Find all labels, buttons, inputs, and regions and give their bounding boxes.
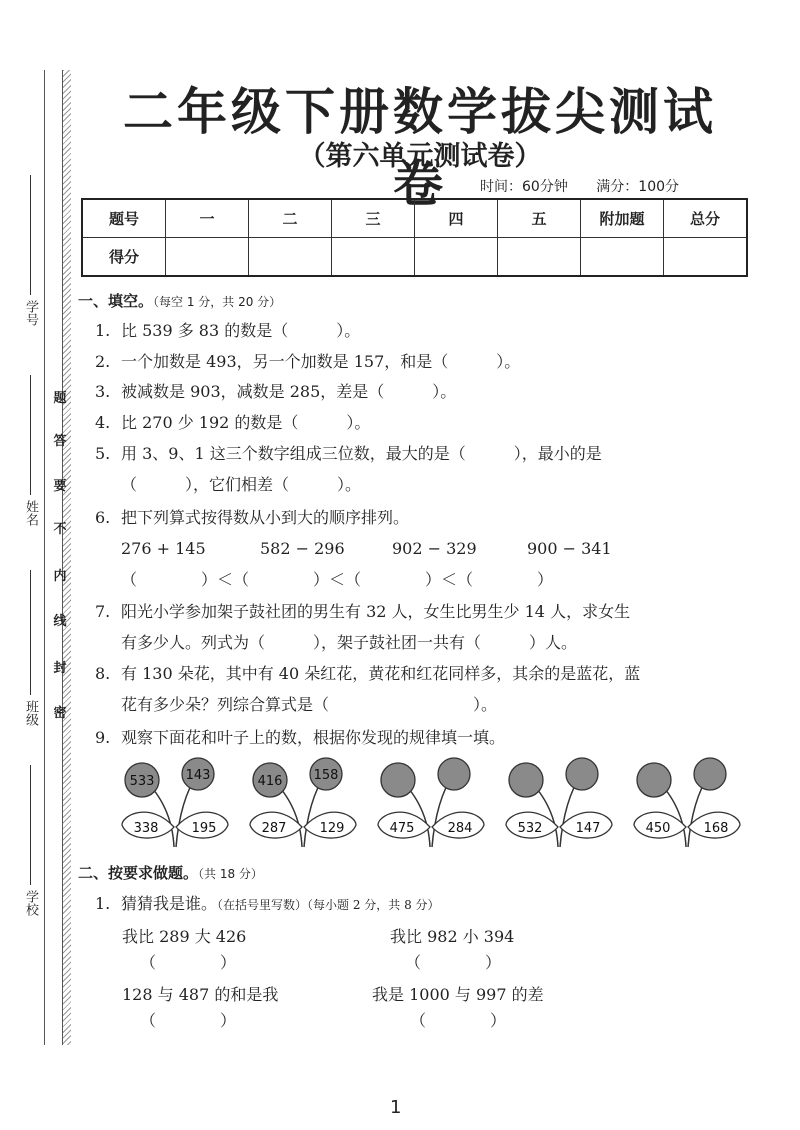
question-number: 7. <box>95 602 111 621</box>
score-cell: 四 <box>415 199 498 238</box>
class-line <box>30 570 31 695</box>
question-1-3 <box>95 381 456 403</box>
cut-char: 不 <box>53 522 67 537</box>
flower-number-left: 416 <box>257 774 283 789</box>
score-input[interactable] <box>581 238 664 277</box>
question-2-1 <box>95 893 440 916</box>
cut-char: 线 <box>53 614 67 629</box>
guess-item-2: 我比 982 小 394 <box>390 927 515 946</box>
score-cell: 二 <box>249 199 332 238</box>
section-2-note: （共 18 分） <box>198 867 263 881</box>
question-number: 5. <box>95 444 111 463</box>
time-limit: 时间：60分钟 <box>480 179 568 195</box>
score-cell: 附加题 <box>581 199 664 238</box>
student-no-label: 学号 <box>23 300 38 326</box>
question-number: 8. <box>95 664 111 683</box>
question-number: 4. <box>95 413 111 432</box>
question-text: 一个加数是 493，另一个加数是 157，和是（ ）。 <box>121 352 521 371</box>
expr: 582 − 296 <box>260 539 345 558</box>
score-cell: 三 <box>332 199 415 238</box>
cut-char: 要 <box>53 479 67 494</box>
question-text: 有 130 朵花，其中有 40 朵红花，黄花和红花同样多，其余的是蓝花，蓝 <box>121 664 641 683</box>
score-table <box>81 198 748 277</box>
expr: 276 + 145 <box>121 539 206 558</box>
leaf-number-right: 168 <box>703 821 729 836</box>
leaf-number-right: 129 <box>319 821 345 836</box>
score-input[interactable] <box>166 238 249 277</box>
question-text: 把下列算式按得数从小到大的顺序排列。 <box>121 508 410 527</box>
flower-head-left <box>637 763 671 797</box>
question-1-6 <box>95 507 409 529</box>
question-text: 比 270 少 192 的数是（ ）。 <box>121 413 371 432</box>
page-title: 二年级下册数学拔尖测试卷 <box>123 83 717 213</box>
flower-number-right: 143 <box>185 768 211 783</box>
hatch-strip <box>62 70 71 1045</box>
question-1-2 <box>95 351 520 373</box>
school-line <box>30 765 31 885</box>
score-value-row <box>82 238 747 277</box>
question-text: 观察下面花和叶子上的数，根据你发现的规律填一填。 <box>121 728 506 747</box>
question-1-4 <box>95 412 370 434</box>
question-text: 用 3、9、1 这三个数字组成三位数，最大的是（ ），最小的是 <box>121 444 602 463</box>
question-1-8-cont: 花有多少朵？列综合算式是（ ）。 <box>121 695 498 714</box>
name-line <box>30 375 31 495</box>
score-header-row <box>82 199 747 238</box>
leaf-number-left: 450 <box>645 821 671 836</box>
binding-margin <box>0 0 80 1060</box>
section-2-title: 二、按要求做题。 <box>78 864 199 882</box>
question-1-1 <box>95 320 360 342</box>
cut-char: 答 <box>53 434 67 449</box>
question-number: 1. <box>95 894 111 913</box>
guess-item-1: 我比 289 大 426 <box>122 927 247 946</box>
guess-item-4: 我是 1000 与 997 的差 <box>372 985 544 1004</box>
section-2-heading <box>78 862 263 883</box>
question-number: 1. <box>95 321 111 340</box>
score-input[interactable] <box>664 238 748 277</box>
flower-head-right <box>694 758 726 790</box>
leaf-number-left: 287 <box>261 821 287 836</box>
question-number: 3. <box>95 382 111 401</box>
cut-char: 封 <box>53 661 67 676</box>
score-input[interactable] <box>415 238 498 277</box>
flower-head-right <box>566 758 598 790</box>
expr: 900 − 341 <box>527 539 612 558</box>
score-input[interactable] <box>332 238 415 277</box>
cut-char: 题 <box>53 391 67 406</box>
leaf-number-right: 284 <box>447 821 473 836</box>
leaf-number-right: 195 <box>191 821 217 836</box>
leaf-number-left: 475 <box>389 821 415 836</box>
full-score: 满分：100分 <box>596 179 680 195</box>
school-label: 学校 <box>23 890 38 916</box>
guess-blank-1[interactable]: （ ） <box>140 953 237 972</box>
leaf-number-right: 147 <box>575 821 601 836</box>
guess-blank-4[interactable]: （ ） <box>410 1011 507 1030</box>
question-number: 9. <box>95 728 111 747</box>
question-1-7 <box>95 601 630 623</box>
page-number: 1 <box>390 1097 402 1118</box>
question-1-5 <box>95 443 602 465</box>
expr: 902 − 329 <box>392 539 477 558</box>
score-input[interactable] <box>498 238 581 277</box>
flower-head-left <box>509 763 543 797</box>
flower-number-right: 158 <box>313 768 339 783</box>
question-text: 比 539 多 83 的数是（ ）。 <box>121 321 361 340</box>
student-no-line <box>30 175 31 295</box>
score-input[interactable] <box>249 238 332 277</box>
question-text: 猜猜我是谁。 <box>121 894 218 913</box>
order-blanks[interactable]: （ ）＜（ ）＜（ ）＜（ ） <box>121 570 554 589</box>
leaf-number-left: 338 <box>133 821 159 836</box>
flower-head-right <box>438 758 470 790</box>
score-cell: 一 <box>166 199 249 238</box>
guess-item-3: 128 与 487 的和是我 <box>122 985 279 1004</box>
flower-diagrams <box>110 755 750 855</box>
flower-head-left <box>381 763 415 797</box>
class-label: 班级 <box>23 700 38 726</box>
question-text: 被减数是 903，减数是 285，差是（ ）。 <box>121 382 457 401</box>
name-label: 姓名 <box>23 500 38 526</box>
score-cell: 题号 <box>82 199 166 238</box>
section-1-heading <box>78 290 281 311</box>
question-1-9 <box>95 727 505 749</box>
guess-blank-2[interactable]: （ ） <box>405 953 502 972</box>
section-1-title: 一、填空。 <box>78 292 154 310</box>
question-text: 阳光小学参加架子鼓社团的男生有 32 人，女生比男生少 14 人，求女生 <box>121 602 631 621</box>
question-1-5-cont: （ ），它们相差（ ）。 <box>121 475 362 494</box>
question-number: 2. <box>95 352 111 371</box>
section-1-note: （每空 1 分，共 20 分） <box>153 295 282 309</box>
guess-blank-3[interactable]: （ ） <box>140 1011 237 1030</box>
score-cell: 总分 <box>664 199 748 238</box>
margin-divider <box>44 70 45 1045</box>
question-number: 6. <box>95 508 111 527</box>
question-1-8 <box>95 663 640 685</box>
page-subtitle: （第六单元测试卷） <box>298 141 542 172</box>
cut-char: 密 <box>53 706 67 721</box>
exam-meta <box>480 176 740 196</box>
question-note: （在括号里写数）（每小题 2 分，共 8 分） <box>217 898 440 912</box>
score-cell: 五 <box>498 199 581 238</box>
cut-char: 内 <box>53 569 67 584</box>
score-label: 得分 <box>82 238 166 277</box>
question-1-7-cont: 有多少人。列式为（ ），架子鼓社团一共有（ ）人。 <box>121 633 578 652</box>
leaf-number-left: 532 <box>517 821 543 836</box>
flower-number-left: 533 <box>129 774 155 789</box>
